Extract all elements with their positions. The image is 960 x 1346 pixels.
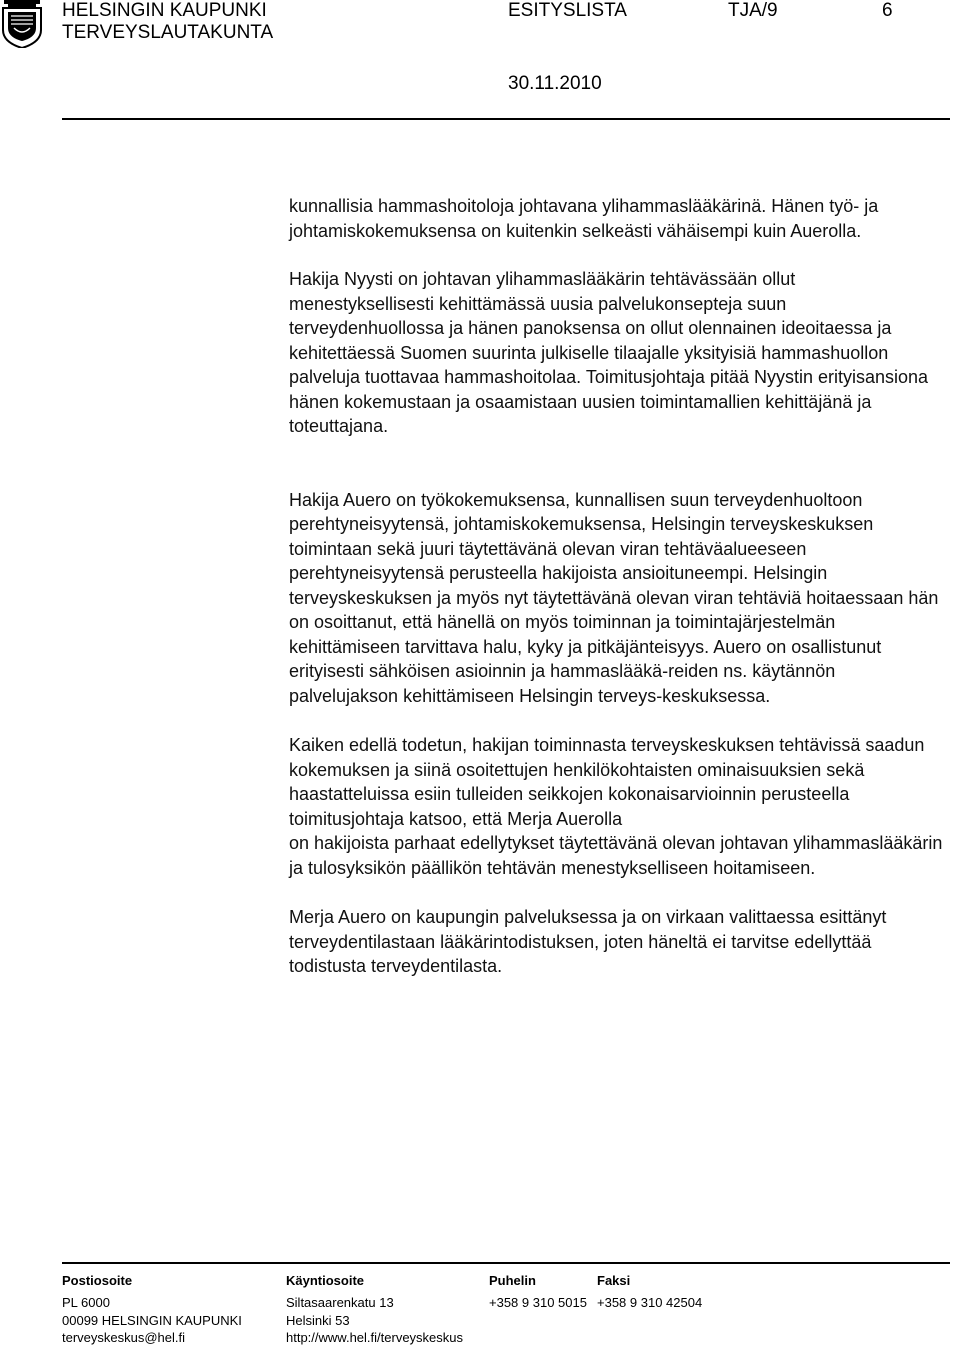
paragraph: kunnallisia hammashoitoloja johtavana ylihammaslääkärinä. Hänen työ- ja johtamiskokemuksensa on kuitenkin selkeästi vähäisempi kuin Auerolla. [289, 196, 879, 241]
footer-postal-city: 00099 HELSINGIN KAUPUNKI [62, 1313, 242, 1328]
paragraph [289, 733, 944, 880]
footer-fax-label: Faksi [597, 1273, 631, 1288]
helsinki-coat-of-arms-icon [0, 0, 44, 48]
paragraph-line: on hakijoista parhaat edellytykset täytettävänä olevan johtavan ylihammaslääkärin ja tulosyksikön päällikön tehtävän menestykselliseen hoitamiseen. [289, 833, 943, 878]
header-doc-id: TJA/9 [728, 0, 778, 21]
footer-email: terveyskeskus@hel.fi [62, 1330, 186, 1345]
paragraph-line: Kaiken edellä todetun, hakijan toiminnasta terveyskeskuksen tehtävissä saadun kokemuksen ja siinä osoitettujen henkilökohtaisten ominaisuuksien sekä haastatteluissa esiin tulleiden seikkojen kokonaisarvioinnin perusteella toimitusjohtaja katsoo, että Merja Auerolla [289, 735, 925, 829]
footer-divider [62, 1262, 950, 1264]
paragraph: Hakija Nyysti on johtavan ylihammaslääkärin tehtävässään ollut menestyksellisesti kehittämässä uusia palvelukonsepteja suun terveydenhuollossa ja hänen panoksensa on ollut olennainen ideoitaessa ja kehitettäessä Suomen suurinta julkiselle tilaajalle yksityisiä hammashuollon palveluja tuottavaa hammashoitolaa. Toimitusjohtaja pitää Nyystin erityisansiona hänen kokemustaan ja osaamistaan uusien toimintamallien kehittäjänä ja toteuttajana. [289, 269, 929, 436]
footer-visit-street: Siltasaarenkatu 13 [286, 1295, 394, 1310]
footer-postal-label: Postiosoite [62, 1273, 133, 1288]
footer-postal-box: PL 6000 [62, 1295, 110, 1310]
footer-phone-label: Puhelin [489, 1273, 536, 1288]
paragraph: Merja Auero on kaupungin palveluksessa ja on virkaan valittaessa esittänyt terveydentilastaan lääkärintodistuksen, joten häneltä ei tarvitse edellyttää todistusta terveydentilasta. [289, 907, 887, 976]
footer-fax: +358 9 310 42504 [597, 1295, 703, 1310]
footer-visit-label: Käyntiosoite [286, 1273, 365, 1288]
footer-visit-city: Helsinki 53 [286, 1313, 350, 1328]
document-body [289, 194, 944, 979]
paragraph: Hakija Auero on työkokemuksensa, kunnallisen suun terveydenhuoltoon perehtyneisyytensä, johtamiskokemuksensa, Helsingin terveyskeskuksen toimintaan sekä juuri täytettävänä olevan viran tehtäväalueeseen perehtyneisyytensä perusteella hakijoista ansioituneempi. Helsingin terveyskeskuksen ja myös nyt täytettävänä olevan viran tehtäviä hoitaessaan hän on osoittanut, että hänellä on myös toiminnan ja toimintajärjestelmän kehittämiseen tarvittava halu, kyky ja pitkäjänteisyys. Auero on osallistunut erityisesti sähköisen asioinnin ja hammaslääkä-reiden ns. käytännön palvelujakson kehittämiseen Helsingin terveys-keskuksessa. [289, 489, 939, 706]
header-doc-type: ESITYSLISTA [508, 0, 627, 21]
header-divider [62, 118, 950, 120]
header-department: TERVEYSLAUTAKUNTA [62, 22, 274, 43]
header-date: 30.11.2010 [508, 73, 602, 94]
footer-website: http://www.hel.fi/terveyskeskus [286, 1330, 464, 1345]
footer-phone: +358 9 310 5015 [489, 1295, 587, 1310]
header-page-number: 6 [882, 0, 893, 21]
header-org: HELSINGIN KAUPUNKI [62, 0, 267, 21]
